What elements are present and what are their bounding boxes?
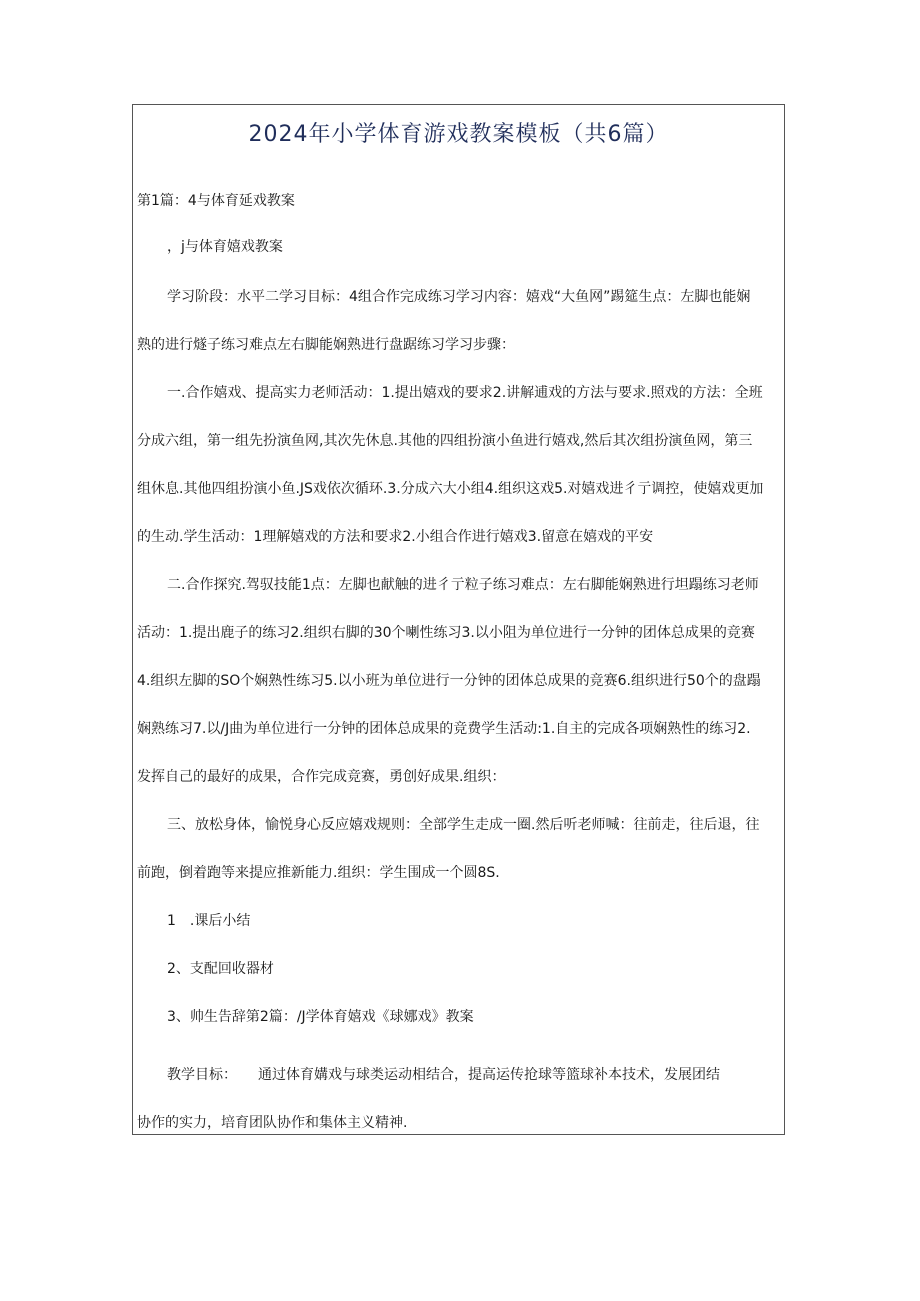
paragraph-line: 娴熟练习7.以/J曲为单位进行一分钟的团体总成果的竞费学生活动:1.自主的完成各项娴熟性的练习2.: [137, 721, 751, 737]
document-title: 2024年小学体育游戏教案模板（共6篇）: [248, 122, 669, 147]
paragraph-line: 一.合作嬉戏、提高实力老师活动：1.提出嬉戏的要求2.讲解逋戏的方法与要求.照戏的方法：全班: [167, 385, 763, 401]
paragraph-line: 学习阶段：水平二学习目标：4组合作完成练习学习内容：嬉戏“大鱼网”踢筵生点：左脚也能娴: [167, 289, 751, 305]
paragraph-line: 活动：1.提出鹿子的练习2.组织右脚的30个喇性练习3.以小阻为单位进行一分钟的团体总成果的竞赛: [137, 625, 755, 641]
paragraph-line: 发挥自己的最好的成果，合作完成竞赛，勇创好成果.组织：: [137, 769, 506, 785]
chapter-heading-1: 第1篇：4与体育延戏教案: [137, 193, 295, 209]
list-item: 1 .课后小结: [167, 913, 251, 929]
paragraph-line: 分成六组，第一组先扮演鱼网,其次先休息.其他的四组扮演小鱼进行嬉戏,然后其次组扮演鱼网，第三: [137, 433, 753, 449]
paragraph-line: 三、放松身体，愉悦身心反应嬉戏规则：全部学生走成一圈.然后听老师喊：往前走，往后退，往: [167, 817, 760, 833]
list-item: 2、支配回收器材: [167, 961, 274, 977]
subheading: ，j与体育嬉戏教案: [167, 239, 283, 255]
paragraph-line: 教学目标： 通过体育媾戏与球类运动相结合，提高运传抢球等篮球补本技术，发展团结: [167, 1067, 720, 1083]
document-frame: [132, 104, 785, 1135]
list-item: 3、帅生告辞第2篇：/J学体育嬉戏《球娜戏》教案: [167, 1009, 474, 1025]
paragraph-line: 熟的进行燧子练习难点左右脚能娴熟进行盘踞练习学习步骤：: [137, 337, 515, 353]
paragraph-line: 协作的实力，培育团队协作和集体主义精神.: [137, 1115, 408, 1131]
paragraph-line: 的生动.学生活动：1理解嬉戏的方法和要求2.小组合作进行嬉戏3.留意在嬉戏的平安: [137, 529, 654, 545]
paragraph-line: 4.组织左脚的SO个娴熟性练习5.以小班为单位进行一分钟的团体总成果的竞赛6.组织进行50个的盘蹋: [137, 673, 761, 689]
paragraph-line: 二.合作探究.驾驭技能1点：左脚也献触的进彳亍粒子练习难点：左右脚能娴熟进行坦蹋练习老师: [167, 577, 759, 593]
paragraph-line: 组休息.其他四组扮演小鱼.JS戏依次循环.3.分成六大小组4.组织这戏5.对嬉戏进彳亍调控，使嬉戏更加: [137, 481, 764, 497]
paragraph-line: 前跑，倒着跑等来提应推新能力.组织：学生围成一个圆8S.: [137, 865, 500, 881]
